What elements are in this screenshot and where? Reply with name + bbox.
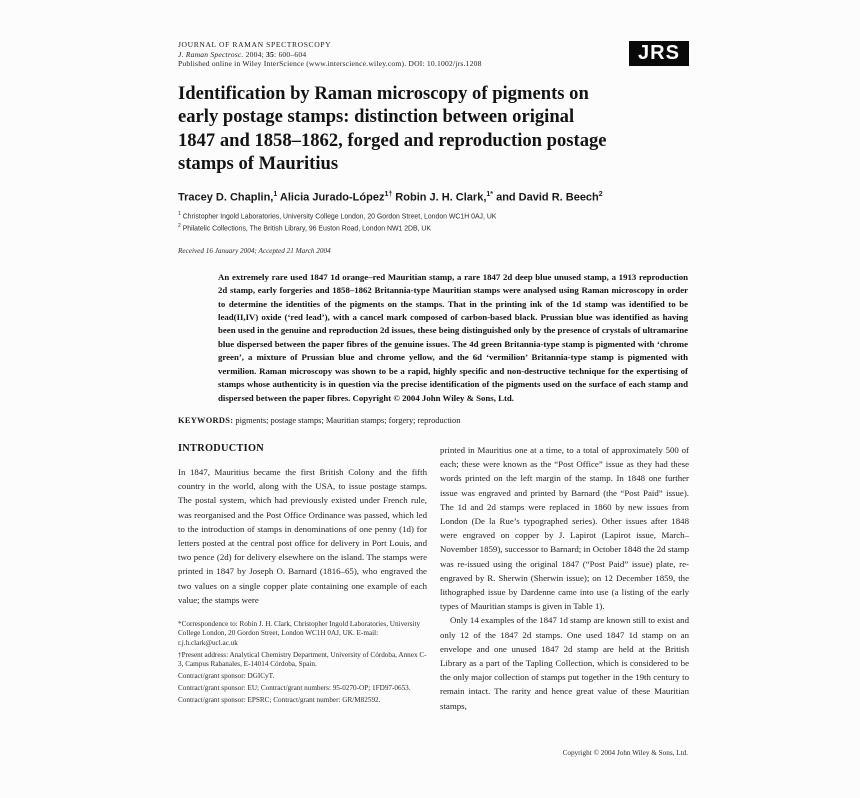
title-line-2: early postage stamps: distinction between original	[178, 106, 575, 128]
left-column	[178, 443, 427, 713]
introduction-paragraph-right-1: printed in Mauritius one at a time, to a total of approximately 500 of each; these were known as the “Post Office” issue as they had these words printed on the left margin of the stamp. In 1848 one further issue was engraved and printed by Barnard (the “Post Paid” issue). The 1d and 2d stamps were replaced in 1860 by new issues from London (De la Rue’s typographed series). Other issues after 1848 were engraved on copper by J. Lapirot (Lapirot issue, March–November 1859), successor to Barnard; in October 1848 the 2d stamp was re-issued using the original 1847 (“Post Paid” issue) plate, re-engraved by R. Sherwin (Sherwin issue); on 12 December 1859, the lithographed issue by Dardenne came into use (a listing of the early types of Mauritian stamps is given in Table 1).	[440, 444, 689, 612]
affiliation-text: Christopher Ingold Laboratories, University College London, 20 Gordon Street, London WC1H 0AJ, UK	[180, 213, 497, 221]
introduction-paragraph-right-2: Only 14 examples of the 1847 1d stamp are known still to exist and only 12 of the 1847 2d stamps. One used 1847 1d stamp on an envelope and one unused 1847 2d stamp are held at the British Library as a part of the Tapling Collection, which is considered to be the only major collection of stamps put together in the 19th century to remain intact. The rarity and hence great value of these Mauritian stamps,	[440, 615, 689, 711]
title-line-4: stamps of Mauritius	[178, 153, 339, 175]
journal-citation	[178, 50, 482, 60]
page-content	[178, 0, 689, 713]
title-line-3: 1847 and 1858–1862, forged and reproduction postage	[178, 129, 607, 151]
journal-header	[178, 40, 689, 69]
article-title	[178, 82, 689, 176]
journal-name: JOURNAL OF RAMAN SPECTROSCOPY	[178, 40, 332, 49]
journal-header-lines	[178, 40, 482, 69]
title-line-1: Identification by Raman microscopy of pigments on	[178, 82, 589, 104]
keywords-label: KEYWORDS:	[178, 415, 234, 425]
author-affiliation-mark: 1*	[486, 190, 494, 198]
affiliation-2	[178, 222, 689, 234]
citation-pages: : 600–604	[274, 49, 307, 59]
footnote-grant-2: Contract/grant sponsor: EU; Contract/grant numbers: 95-0270-OP; 1FD97-0653.	[178, 683, 411, 692]
published-online-line: Published online in Wiley InterScience (www.interscience.wiley.com). DOI: 10.1002/jrs.1208	[178, 59, 482, 69]
author-affiliation-mark: 1	[273, 190, 278, 198]
author-affiliation-mark: 1†	[384, 190, 393, 198]
affiliation-list	[178, 210, 689, 233]
footnote-block	[178, 620, 427, 705]
keywords-line	[178, 416, 689, 425]
affiliation-marker: 2	[178, 223, 181, 230]
introduction-heading: INTRODUCTION	[178, 442, 264, 454]
author-name: Robin J. H. Clark,	[392, 191, 487, 204]
keywords-text: pigments; postage stamps; Mauritian stamps; forgery; reproduction	[233, 415, 461, 425]
affiliation-marker: 1	[178, 211, 181, 218]
footnote-grant-3: Contract/grant sponsor: EPSRC; Contract/grant number: GR/M82592.	[178, 695, 381, 704]
footnote-correspondence: *Correspondence to: Robin J. H. Clark, Christopher Ingold Laboratories, University College London, 20 Gordon Street, London WC1H 0AJ, UK. E-mail: r.j.h.clark@ucl.ac.uk	[178, 619, 421, 647]
author-name: Tracey D. Chaplin,	[178, 191, 274, 204]
author-name: Alicia Jurado-López	[277, 191, 385, 204]
author-affiliation-mark: 2	[598, 190, 603, 198]
page-footer-copyright: Copyright © 2004 John Wiley & Sons, Ltd.	[562, 749, 688, 757]
affiliation-text: Philatelic Collections, The British Library, 96 Euston Road, London NW1 2DB, UK	[180, 225, 432, 233]
jrs-journal-logo: JRS	[629, 41, 689, 66]
body-columns	[178, 443, 689, 713]
citation-volume: 35	[266, 49, 275, 59]
citation-year: 2004;	[243, 49, 267, 59]
citation-journal-abbrev: J. Raman Spectrosc.	[178, 49, 244, 59]
footnote-grant-1: Contract/grant sponsor: DGICyT.	[178, 671, 275, 680]
introduction-paragraph-left: In 1847, Mauritius became the first British Colony and the fifth country in the world, along with the USA, to issue postage stamps. The postal system, which had previously existed under French rule, was reorganised and the Post Office Ordinance was passed, which led to the introduction of stamps in denominations of one penny (1d) for letters posted at the central post office for delivery in Port Louis, and two pence (2d) for delivery elsewhere on the island. The stamps were printed in 1847 by Joseph O. Barnard (1816–65), who engraved the two values on a single copper plate containing one example of each value; the stamps were	[178, 466, 427, 605]
right-column	[440, 443, 689, 713]
abstract: An extremely rare used 1847 1d orange–red Mauritian stamp, a rare 1847 2d deep blue unused stamp, a 1913 reproduction 2d stamp, early forgeries and 1858–1862 Britannia-type Mauritian stamps were analysed using Raman microscopy in order to determine the identities of the pigments on the stamps. That in the printing ink of the 1d stamp was identified to be lead(II,IV) oxide (‘red lead’), with a cancel mark composed of carbon-based black. Prussian blue was identified as having been used in the genuine and reproduction 2d issues, these being distinguished only by the presence of crystals of ultramarine blue dispersed between the paper fibres of the genuine issues. The 4d green Britannia-type stamp is pigmented with ‘chrome green’, a mixture of Prussian blue and chrome yellow, and the 6d ‘vermilion’ Britannia-type stamp is pigmented with vermilion. Raman microscopy was shown to be a rapid, highly specific and non-destructive technique for the expertising of stamps whose authenticity is in question via the precise identification of the pigments used on the surface of each stamp and dispersed between the paper fibres. Copyright © 2004 John Wiley & Sons, Ltd.	[218, 271, 688, 403]
received-accepted-line: Received 16 January 2004; Accepted 21 March 2004	[178, 246, 331, 255]
author-list	[178, 191, 689, 204]
author-name: and David R. Beech	[493, 191, 599, 204]
affiliation-1	[178, 210, 689, 222]
footnote-present-address: †Present address: Analytical Chemistry Department, University of Córdoba, Annex C-3, Campus Rabanales, E-14014 Córdoba, Spain.	[178, 650, 427, 669]
